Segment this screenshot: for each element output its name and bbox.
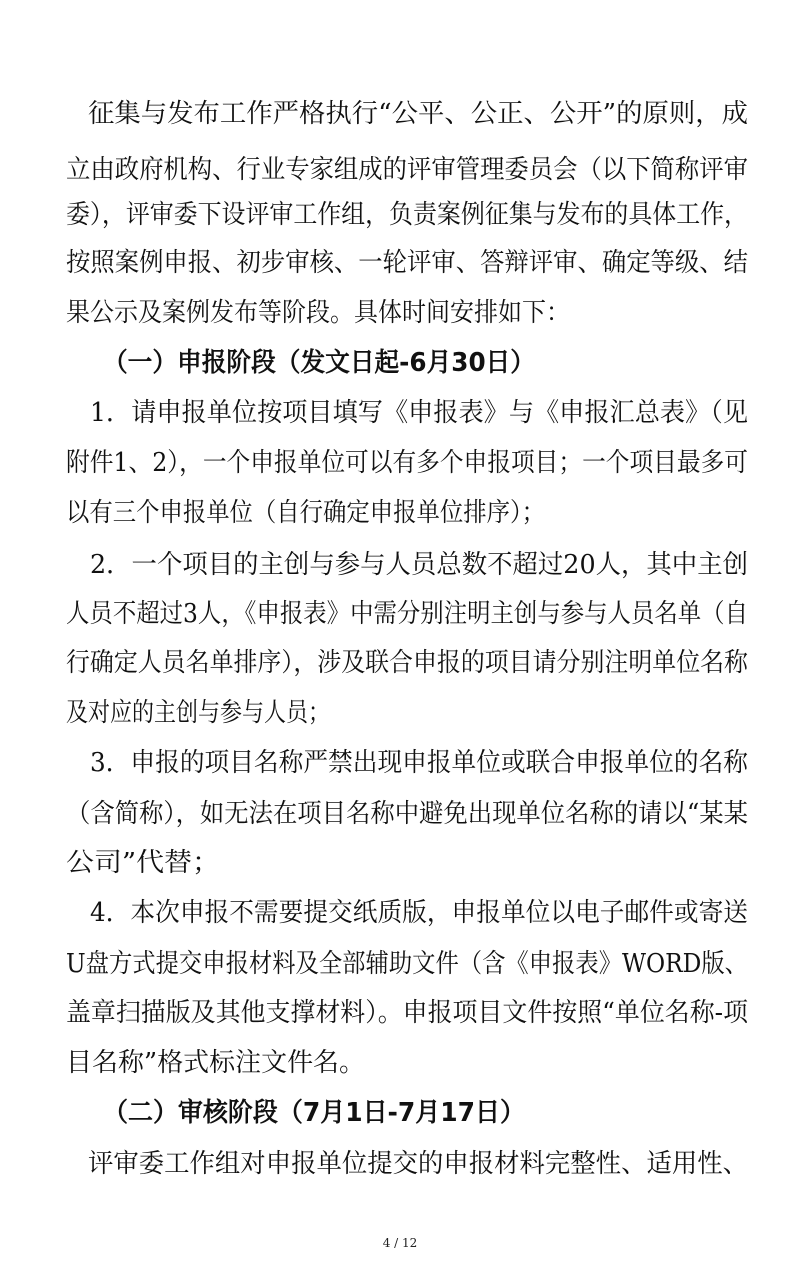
paragraph-line: 3．申报的项目名称严禁出现申报单位或联合申报单位的名称 xyxy=(90,748,748,778)
paragraph-line: 委），评审委下设评审工作组，负责案例征集与发布的具体工作， xyxy=(66,200,748,230)
paragraph-line: 4．本次申报不需要提交纸质版，申报单位以电子邮件或寄送 xyxy=(90,898,748,928)
paragraph-line: 附件1、2），一个申报单位可以有多个申报项目；一个项目最多可 xyxy=(66,448,748,478)
section-heading: （二）审核阶段（7月1日-7月17日） xyxy=(103,1098,525,1128)
paragraph-line: （含简称），如无法在项目名称中避免出现单位名称的请以“某某 xyxy=(66,799,748,829)
paragraph-line: U盘方式提交申报材料及全部辅助文件（含《申报表》WORD版、 xyxy=(66,949,748,979)
section-heading: （一）申报阶段（发文日起-6月30日） xyxy=(103,348,535,378)
paragraph-line: 1．请申报单位按项目填写《申报表》与《申报汇总表》（见 xyxy=(90,398,748,428)
paragraph-line: 行确定人员名单排序），涉及联合申报的项目请分别注明单位名称 xyxy=(66,648,748,678)
page-number: 4 / 12 xyxy=(382,1236,418,1250)
paragraph-line: 按照案例申报、初步审核、一轮评审、答辩评审、确定等级、结 xyxy=(66,248,748,278)
paragraph-line: 以有三个申报单位（自行确定申报单位排序）； xyxy=(66,498,545,528)
paragraph-line: 征集与发布工作严格执行“公平、公正、公开”的原则，成 xyxy=(88,99,748,129)
paragraph-line: 盖章扫描版及其他支撑材料）。申报项目文件按照“单位名称-项 xyxy=(66,998,748,1028)
paragraph-line: 2．一个项目的主创与参与人员总数不超过20人，其中主创 xyxy=(90,550,748,580)
paragraph-line: 公司”代替； xyxy=(66,848,220,878)
paragraph-line: 评审委工作组对申报单位提交的申报材料完整性、适用性、 xyxy=(88,1149,748,1179)
paragraph-line: 及对应的主创与参与人员； xyxy=(66,698,330,728)
paragraph-line: 果公示及案例发布等阶段。具体时间安排如下： xyxy=(66,298,570,328)
paragraph-line: 立由政府机构、行业专家组成的评审管理委员会（以下简称评审 xyxy=(66,155,748,185)
paragraph-line: 目名称”格式标注文件名。 xyxy=(66,1048,365,1078)
paragraph-line: 人员不超过3人，《申报表》中需分别注明主创与参与人员名单（自 xyxy=(66,599,748,629)
